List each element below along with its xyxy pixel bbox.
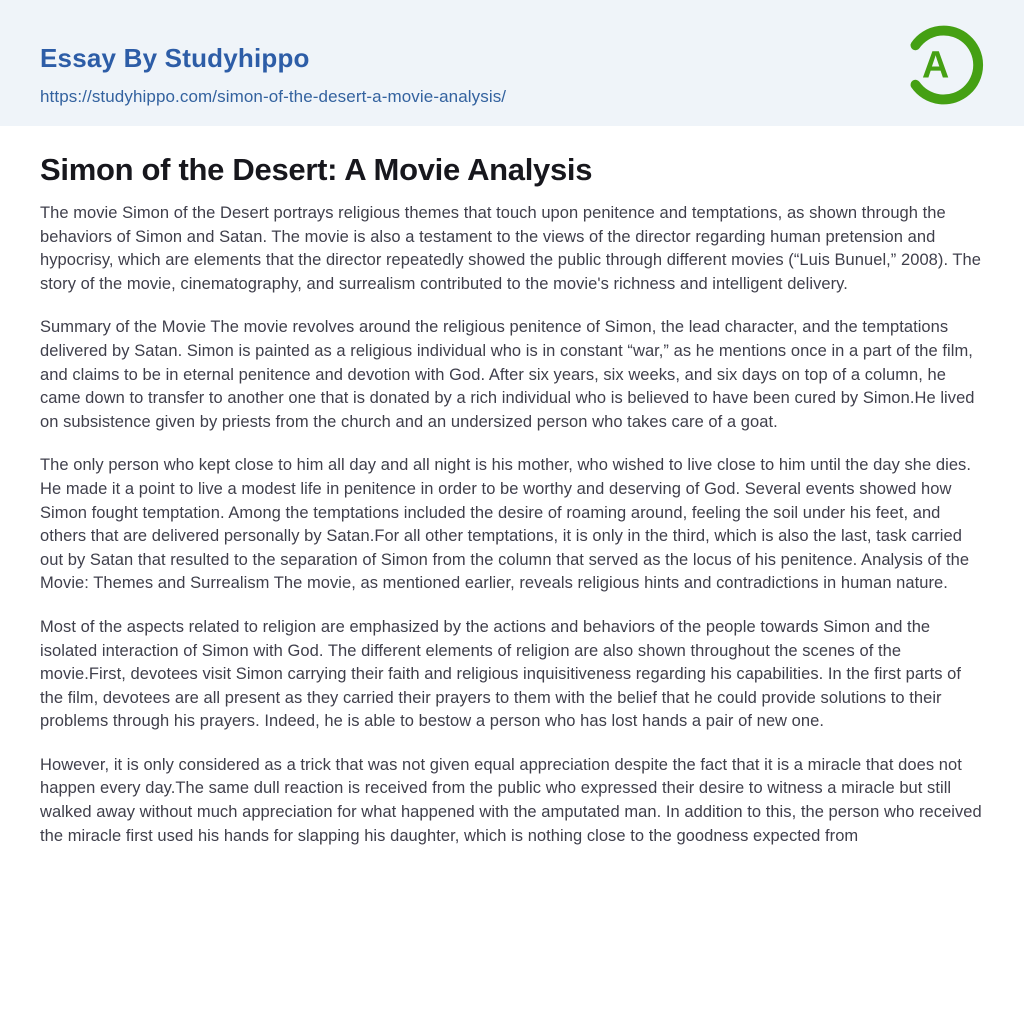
page-title: Simon of the Desert: A Movie Analysis (40, 152, 593, 187)
essay-paragraph-2: Summary of the Movie The movie revolves around the religious penitence of Simon, the lead character, and the temptations delivered by Satan. Simon is painted as a religious individual who is in constant “war,” as he mentions once in a part of the film, and claims to be in eternal penitence and devotion with God. After six years, six weeks, and six days on top of a column, he came down to transfer to another one that is donated by a rich individual who is believed to have been cured by Simon.He lived on subsistence given by priests from the church and an undersized person who takes care of a goat. (40, 318, 975, 431)
essay-paragraph-4: Most of the aspects related to religion are emphasized by the actions and behaviors of the people towards Simon and the isolated interaction of Simon with God. The different elements of religion are also shown throughout the scenes of the movie.First, devotees visit Simon carrying their faith and religious inquisitiveness regarding his capabilities. In the first parts of the film, devotees are all present as they carried their prayers to them with the belief that he could provide solutions to their problems through his prayers. Indeed, he is able to bestow a person who has lost hands a pair of new one. (40, 617, 962, 731)
header (0, 0, 1024, 126)
essay-paragraph-1: The movie Simon of the Desert portrays religious themes that touch upon penitence and temptations, as shown through the behaviors of Simon and Satan. The movie is also a testament to the views of the director regarding human pretension and hypocrisy, which are elements that the director repeatedly showed the public through different movies (“Luis Bunuel,” 2008). The story of the movie, cinematography, and surrealism contributed to the movie's richness and intelligent delivery. (40, 204, 981, 293)
essay-paragraph-5: However, it is only considered as a trick that was not given equal appreciation despite the fact that it is a miracle that does not happen every day.The same dull reaction is received from the public who expressed their desire to witness a miracle but still walked away without much appreciation for what happened with the amputated man. In addition to this, the person who received the miracle first used his hands for slapping his daughter, which is nothing close to the goodness expected from (40, 755, 982, 845)
essay-article (0, 126, 1024, 848)
header-text-block (40, 0, 506, 107)
essay-paragraph-3: The only person who kept close to him all day and all night is his mother, who wished to live close to him until the day she dies. He made it a point to live a modest life in penitence in order to be worthy and deserving of God. Several events showed how Simon fought temptation. Among the temptations included the desire of roaming around, feeling the soil under his feet, and others that are delivered personally by Satan.For all other temptations, it is only in the third, which is also the last, task carried out by Satan that resulted to the separation of Simon from the column that served as the locus of his penitence. Analysis of the Movie: Themes and Surrealism The movie, as mentioned earlier, reveals religious hints and contradictions in human nature. (40, 456, 971, 593)
site-label: Essay By Studyhippo (40, 43, 310, 73)
source-url-link[interactable]: https://studyhippo.com/simon-of-the-desert-a-movie-analysis/ (40, 87, 507, 106)
logo-letter: A (921, 43, 950, 86)
studyhippo-logo-icon (902, 0, 984, 117)
